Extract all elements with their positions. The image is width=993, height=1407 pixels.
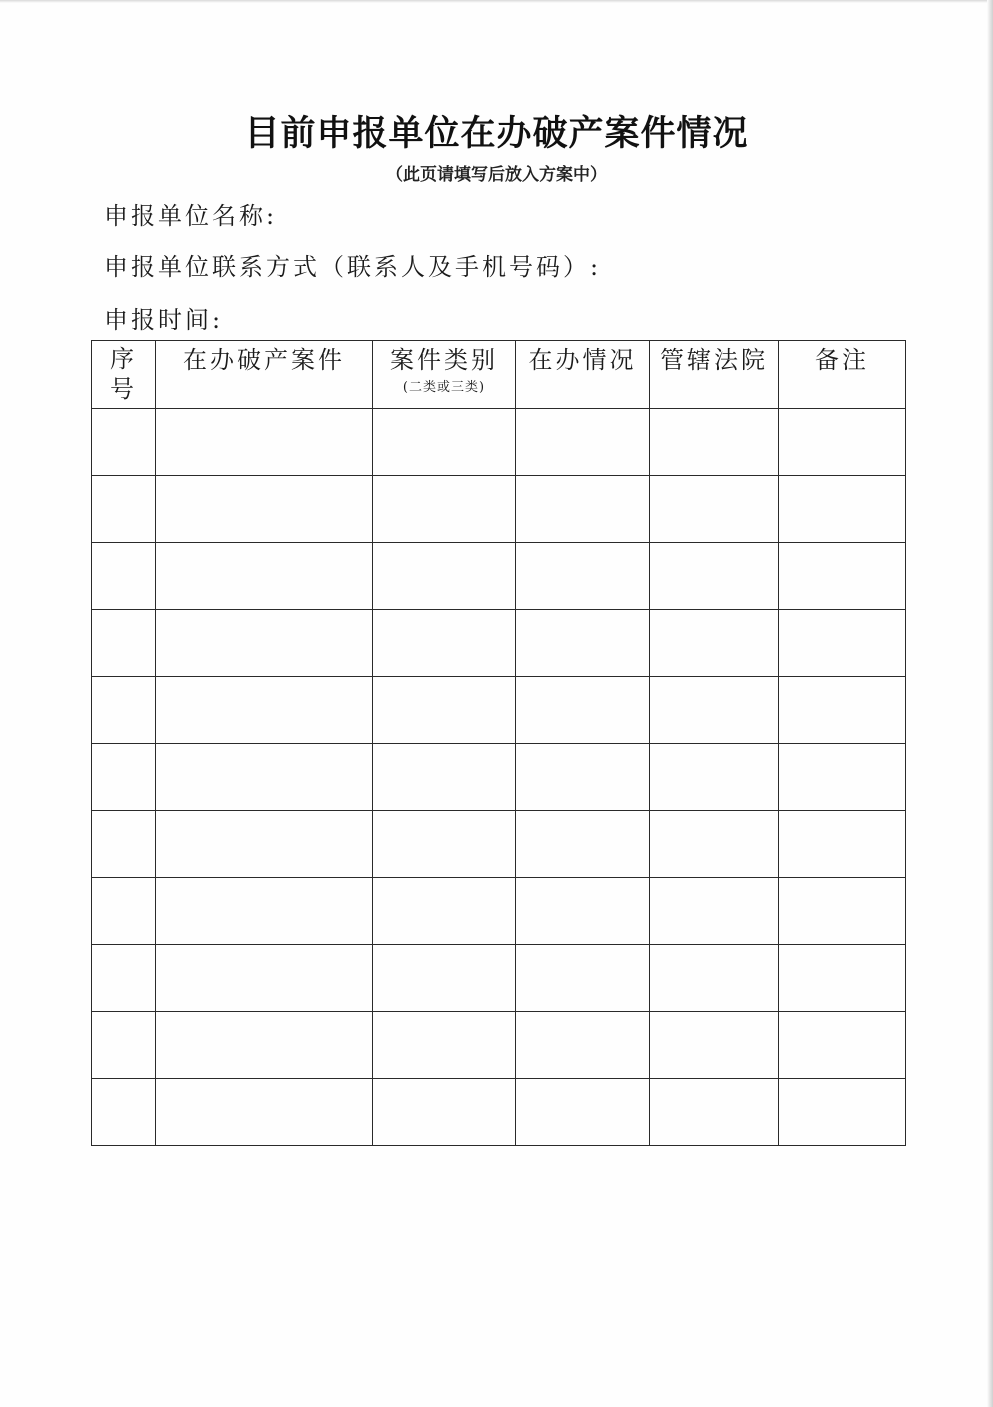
category-cell (373, 878, 516, 945)
category-cell (373, 677, 516, 744)
header-category-label: 案件类别 (390, 346, 498, 374)
case-cell (156, 945, 373, 1012)
scan-edge-right (987, 0, 993, 1407)
seq-cell (92, 1012, 156, 1079)
remark-cell (779, 476, 906, 543)
seq-cell (92, 677, 156, 744)
remark-cell (779, 945, 906, 1012)
remark-cell (779, 543, 906, 610)
table-row (92, 677, 906, 744)
category-cell (373, 1079, 516, 1146)
seq-cell (92, 610, 156, 677)
case-cell (156, 878, 373, 945)
table-row (92, 409, 906, 476)
table-row (92, 543, 906, 610)
header-category (373, 341, 516, 409)
seq-cell (92, 543, 156, 610)
case-cell (156, 610, 373, 677)
header-status: 在办情况 (516, 341, 650, 409)
status-cell (516, 744, 650, 811)
status-cell (516, 811, 650, 878)
table-row (92, 744, 906, 811)
header-category-note: (二类或三类) (402, 380, 486, 395)
court-cell (650, 543, 779, 610)
header-seq-line1: 序 (110, 345, 137, 373)
remark-cell (779, 811, 906, 878)
contact-label: 申报单位联系方式（联系人及手机号码）: (104, 253, 602, 281)
status-cell (516, 543, 650, 610)
status-cell (516, 476, 650, 543)
court-cell (650, 1012, 779, 1079)
case-table (91, 340, 906, 1146)
case-cell (156, 1079, 373, 1146)
court-cell (650, 945, 779, 1012)
status-cell (516, 945, 650, 1012)
table-row (92, 610, 906, 677)
unit-name-label: 申报单位名称: (104, 202, 278, 230)
court-cell (650, 878, 779, 945)
header-case: 在办破产案件 (156, 341, 373, 409)
table-body (92, 409, 906, 1146)
case-cell (156, 476, 373, 543)
court-cell (650, 677, 779, 744)
category-cell (373, 610, 516, 677)
header-court: 管辖法院 (650, 341, 779, 409)
remark-cell (779, 677, 906, 744)
table-row (92, 476, 906, 543)
time-label: 申报时间: (104, 306, 224, 334)
seq-cell (92, 811, 156, 878)
remark-cell (779, 409, 906, 476)
court-cell (650, 476, 779, 543)
status-cell (516, 878, 650, 945)
page-title: 目前申报单位在办破产案件情况 (244, 114, 749, 154)
category-cell (373, 409, 516, 476)
remark-cell (779, 744, 906, 811)
seq-cell (92, 1079, 156, 1146)
court-cell (650, 1079, 779, 1146)
case-cell (156, 811, 373, 878)
table-row (92, 811, 906, 878)
case-cell (156, 677, 373, 744)
court-cell (650, 409, 779, 476)
seq-cell (92, 409, 156, 476)
seq-cell (92, 945, 156, 1012)
header-seq-line2: 号 (110, 375, 137, 403)
court-cell (650, 811, 779, 878)
remark-cell (779, 1012, 906, 1079)
category-cell (373, 543, 516, 610)
scan-edge-top (0, 0, 993, 3)
case-cell (156, 744, 373, 811)
category-cell (373, 811, 516, 878)
header-seq (92, 341, 156, 409)
category-cell (373, 744, 516, 811)
seq-cell (92, 878, 156, 945)
case-cell (156, 1012, 373, 1079)
seq-cell (92, 476, 156, 543)
header-remark: 备注 (779, 341, 906, 409)
category-cell (373, 476, 516, 543)
remark-cell (779, 610, 906, 677)
category-cell (373, 1012, 516, 1079)
court-cell (650, 610, 779, 677)
status-cell (516, 409, 650, 476)
remark-cell (779, 1079, 906, 1146)
table-header-row (92, 341, 906, 409)
table-row (92, 1079, 906, 1146)
case-cell (156, 543, 373, 610)
category-cell (373, 945, 516, 1012)
remark-cell (779, 878, 906, 945)
status-cell (516, 1012, 650, 1079)
case-cell (156, 409, 373, 476)
table-row (92, 878, 906, 945)
court-cell (650, 744, 779, 811)
status-cell (516, 1079, 650, 1146)
seq-cell (92, 744, 156, 811)
status-cell (516, 677, 650, 744)
table-row (92, 945, 906, 1012)
table-row (92, 1012, 906, 1079)
page-subtitle: （此页请填写后放入方案中） (386, 165, 607, 185)
status-cell (516, 610, 650, 677)
